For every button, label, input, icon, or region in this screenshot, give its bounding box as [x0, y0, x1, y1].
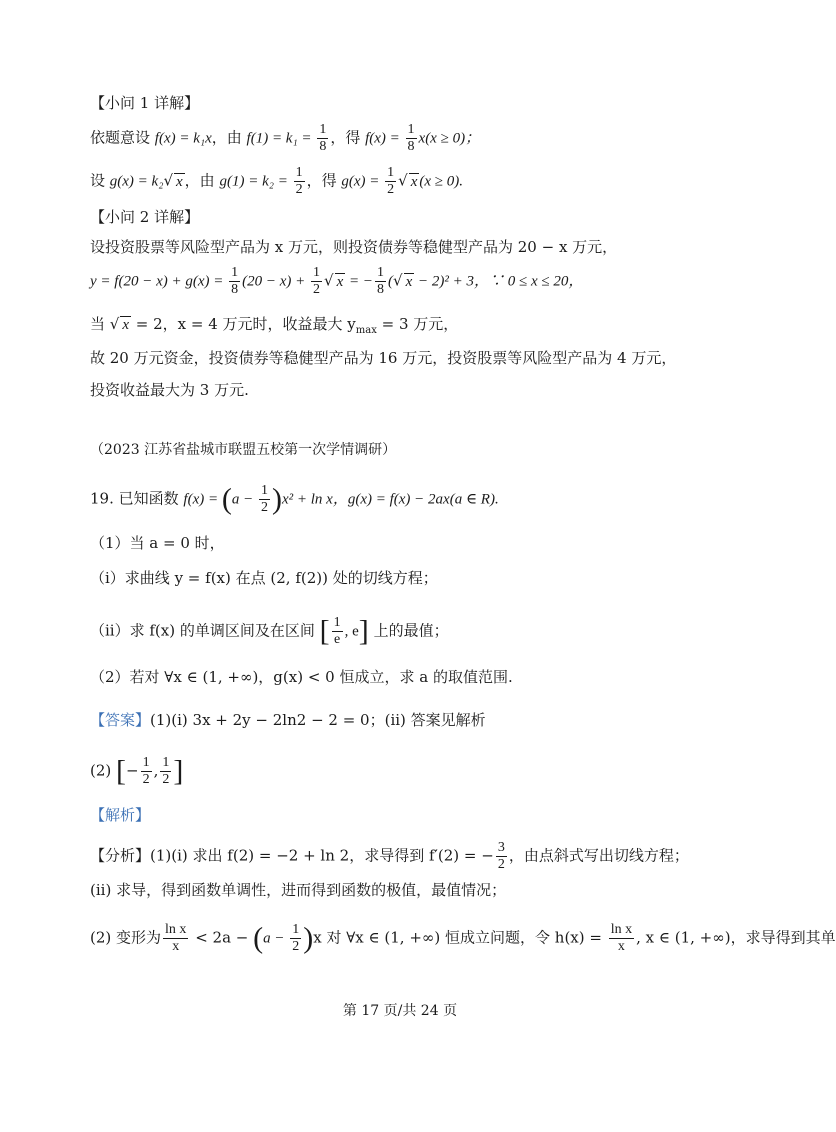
- sub2-title: 【小问 2 详解】: [90, 208, 200, 226]
- problem-statement: 19. 已知函数 f(x) = (a − $\frac{1}{2}$ )x² + ln x，g(x) = f(x) − 2ax(a ∈ R).: [90, 482, 499, 516]
- analysis-line2: (ii) 求导，得到函数单调性，进而得到函数的极值，最值情况；: [90, 881, 507, 899]
- problem-part1-ii: （ii）求 f(x) 的单调区间及在区间 [ $\frac{1}{e}$ , e] 上的最值；: [90, 614, 449, 648]
- fraction: $\frac{1}{8}$: [407, 122, 415, 154]
- fraction: $\frac{1}{2}$: [295, 165, 303, 197]
- sub2-line5: 投资收益最大为 3 万元.: [90, 381, 249, 399]
- sub2-line4: 故 20 万元资金，投资债券等稳健型产品为 16 万元，投资股票等风险型产品为 4 万元，: [90, 349, 677, 367]
- problem-part1: （1）当 a = 0 时，: [90, 534, 225, 552]
- fraction: $\frac{1}{8}$: [319, 122, 327, 154]
- problem-part1-i: （i）求曲线 y = f(x) 在点 (2, f(2)) 处的切线方程；: [90, 569, 438, 587]
- problem-part2: （2）若对 ∀x ∈ (1, +∞)，g(x) < 0 恒成立，求 a 的取值范围.: [90, 668, 513, 686]
- analysis-line1: 【分析】(1)(i) 求出 f(2) = −2 + ln 2，求导得到 f′(2) = − $\frac{3}{2}$ ，由点斜式写出切线方程；: [90, 840, 689, 872]
- sub1-title: 【小问 1 详解】: [90, 94, 200, 112]
- analysis-line3: (2) 变形为 $\frac{\text{ln x}}{x}$ < 2a − (a − $\frac{1}{2}$ )x 对 ∀x ∈ (1, +∞) 恒成立问题，令 h(x) = $\frac{\text{ln x}}{x}$ , x ∈ (1, +∞)，求导得到其单: [90, 921, 836, 955]
- answer-line1: 【答案】(1)(i) 3x + 2y − 2ln2 − 2 = 0；(ii) 答案见解析: [90, 711, 486, 729]
- sub2-line1: 设投资股票等风险型产品为 x 万元，则投资债券等稳健型产品为 20 − x 万元，: [90, 238, 618, 256]
- analysis-label: 【解析】: [90, 806, 151, 824]
- answer-label: 【答案】: [90, 711, 151, 729]
- sub2-line2: y = f(20 − x) + g(x) = $\frac{1}{8}$ (20 − x) + $\frac{1}{2}$ √ x = − $\frac{1}{8}$ (√ x − 2)² + 3，∵ 0 ≤ x ≤ 20，: [90, 265, 584, 297]
- fraction: $\frac{1}{2}$: [387, 165, 395, 197]
- sub1-line1: 依题意设 f(x) = k₁x，由 f(1) = k₁ = $\frac{1}{8}$ ，得 f(x) = $\frac{1}{8}$ x(x ≥ 0)；: [90, 122, 481, 154]
- page-footer: 第 17 页/共 24 页: [342, 1003, 458, 1019]
- sub1-line2: 设 g(x) = k₂√ x ，由 g(1) = k₂ = $\frac{1}{2}$ ，得 g(x) = $\frac{1}{2}$ √ x (x ≥ 0).: [90, 165, 463, 197]
- problem-source: （2023 江苏省盐城市联盟五校第一次学情调研）: [90, 442, 397, 458]
- answer-line2: (2) [− $\frac{1}{2}$ , $\frac{1}{2}$ ]: [90, 754, 184, 788]
- sub2-line3: 当 √ x = 2，x = 4 万元时，收益最大 $y_{max} = 3$ 万元，: [90, 315, 459, 336]
